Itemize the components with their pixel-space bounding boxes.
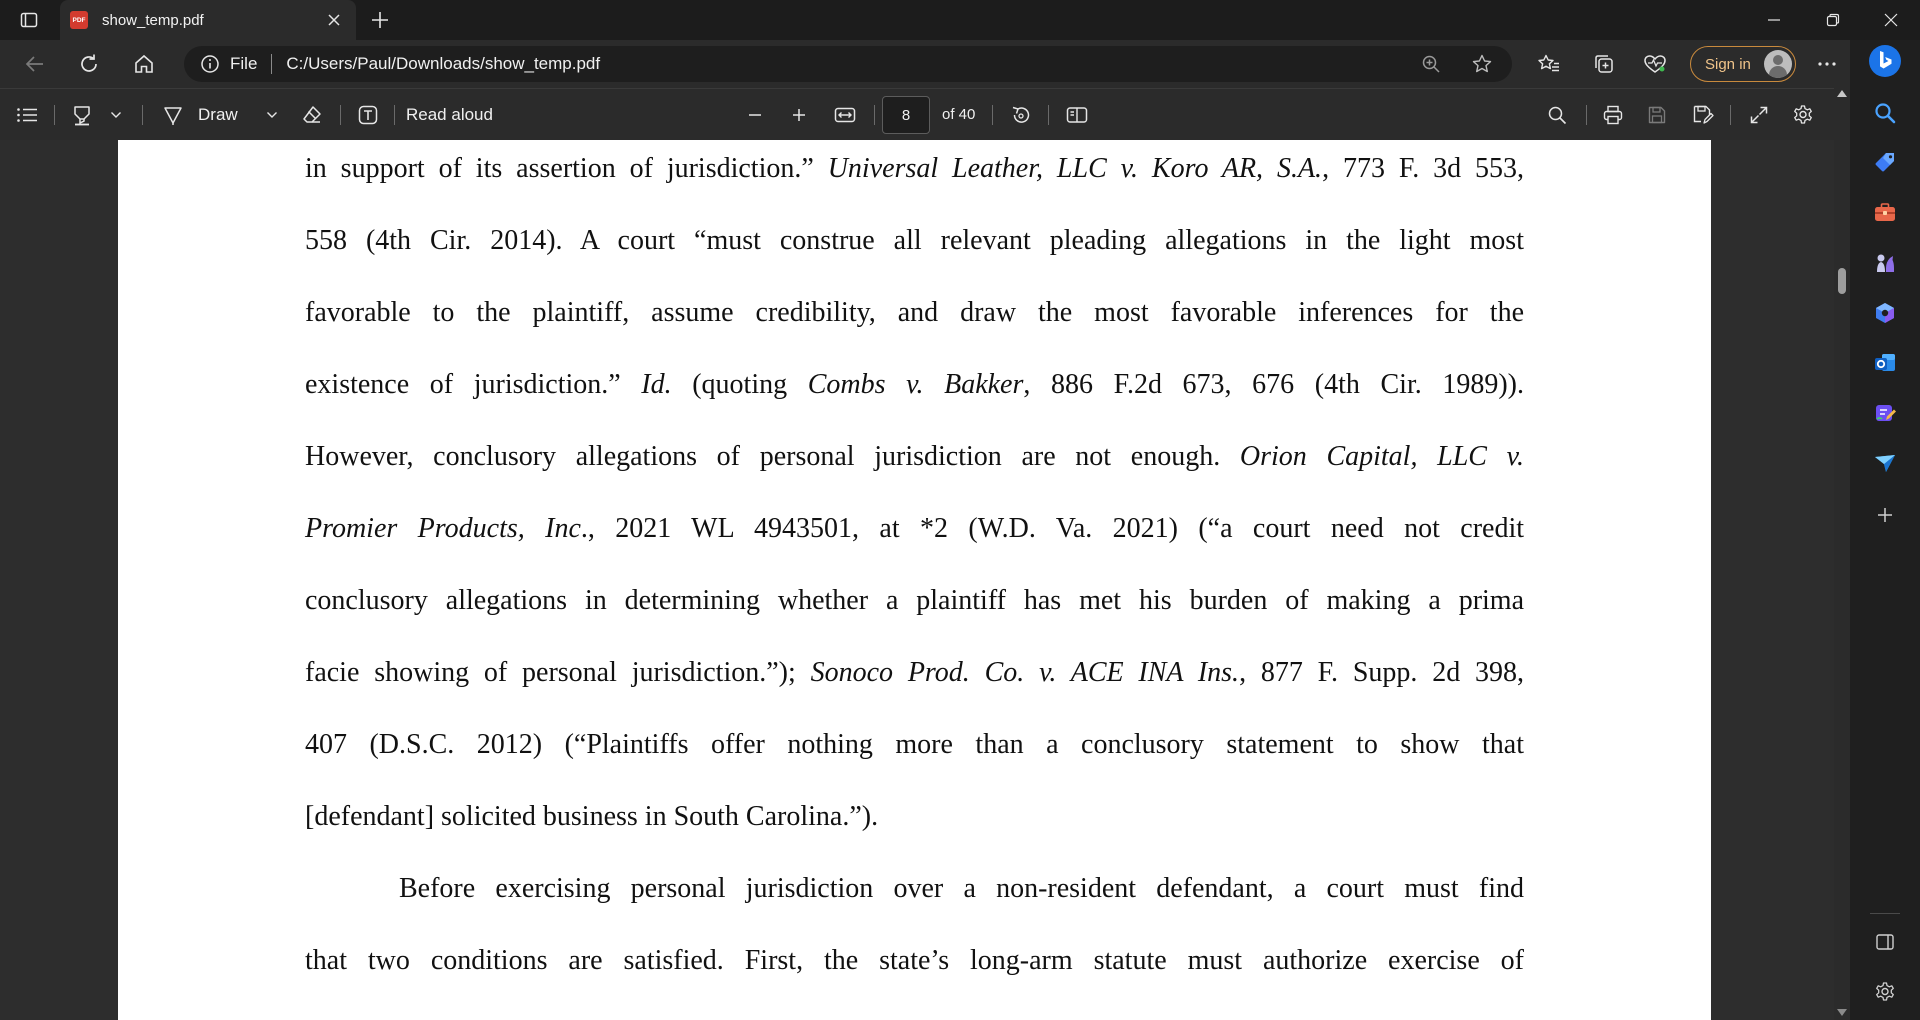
- toolbar-separator: [1048, 105, 1049, 125]
- favorites-star-list-icon: [1537, 53, 1561, 75]
- sign-in-button[interactable]: [1690, 46, 1796, 82]
- text-run: in support of its assertion of jurisdiction.”: [305, 153, 828, 184]
- text-run: , 886 F.2d 673, 676 (4th Cir. 1989)).: [1023, 369, 1524, 400]
- copilot-button[interactable]: [1868, 44, 1902, 78]
- home-button[interactable]: [127, 48, 161, 80]
- text-run: Before exercising personal jurisdiction over a non-resident defendant, a court must find: [399, 873, 1524, 904]
- pdf-favicon-icon: [70, 11, 88, 29]
- case-citation: Promier Products, Inc: [305, 513, 581, 544]
- ellipsis-icon: [1817, 61, 1837, 67]
- outlook-icon: [1873, 351, 1897, 375]
- tab-actions-menu-button[interactable]: [14, 8, 44, 32]
- text-run: (quoting: [671, 369, 808, 400]
- toolbar-separator: [874, 105, 875, 125]
- contents-button[interactable]: [12, 99, 42, 131]
- scroll-down-arrow-icon[interactable]: [1837, 1009, 1847, 1016]
- text-line: [305, 932, 1524, 1004]
- sidebar-copilot-button[interactable]: [1868, 296, 1902, 330]
- draw-pen-icon: [162, 104, 184, 126]
- rotate-button[interactable]: [1004, 99, 1038, 131]
- edge-sidebar: [1850, 40, 1920, 1020]
- zoom-in-icon: [1421, 54, 1441, 74]
- toolbar-separator: [1586, 105, 1587, 125]
- close-icon: [327, 13, 341, 27]
- print-button[interactable]: [1596, 99, 1630, 131]
- text-run: , 877 F. Supp. 2d 398,: [1239, 657, 1525, 688]
- zoom-out-button[interactable]: [740, 99, 770, 131]
- highlighter-icon: [71, 104, 93, 126]
- printer-icon: [1602, 104, 1624, 126]
- case-citation: Id.: [641, 369, 672, 400]
- zoom-in-button[interactable]: [784, 99, 814, 131]
- search-icon: [1874, 102, 1896, 124]
- text-run: [defendant] solicited business in South Carolina.”).: [305, 801, 879, 832]
- text-line: [305, 140, 1524, 212]
- toolbox-icon: [1873, 202, 1897, 224]
- minimize-icon: [1767, 13, 1781, 27]
- draw-label: Draw: [198, 105, 238, 124]
- text-line: [305, 716, 1524, 788]
- restore-icon: [1826, 13, 1840, 27]
- toolbar-separator: [992, 105, 993, 125]
- highlight-options-dropdown[interactable]: [104, 99, 128, 131]
- tab-strip: [0, 0, 1920, 40]
- back-arrow-icon: [25, 54, 45, 74]
- text-box-icon: [357, 104, 379, 126]
- draw-options-dropdown[interactable]: [260, 99, 284, 131]
- sidebar-add-button[interactable]: [1868, 498, 1902, 532]
- draw-button[interactable]: [162, 99, 248, 131]
- fit-width-icon: [834, 106, 856, 124]
- address-separator: [271, 54, 272, 74]
- star-icon: [1471, 53, 1493, 75]
- sidebar-drop-button[interactable]: [1868, 446, 1902, 480]
- toolbar-separator: [142, 105, 143, 125]
- toolbar-separator: [1730, 105, 1731, 125]
- bing-logo-icon: [1868, 44, 1902, 78]
- favicon-label: PDF: [72, 16, 86, 24]
- pdf-page[interactable]: [118, 140, 1711, 1020]
- case-citation: Sonoco Prod. Co. v. ACE INA Ins.: [810, 657, 1240, 688]
- refresh-icon: [78, 53, 100, 75]
- collections-button[interactable]: [1587, 48, 1621, 80]
- back-button[interactable]: [18, 48, 52, 80]
- text-line: [305, 212, 1524, 284]
- page-view-button[interactable]: [1060, 99, 1094, 131]
- chevron-down-icon: [266, 111, 278, 119]
- add-text-button[interactable]: [352, 99, 384, 131]
- plus-icon: [1876, 506, 1894, 524]
- settings-and-more-button[interactable]: [1810, 48, 1844, 80]
- sidebar-outlook-button[interactable]: [1868, 346, 1902, 380]
- new-tab-button[interactable]: [366, 6, 394, 34]
- text-line: [305, 572, 1524, 644]
- tab-close-button[interactable]: [322, 8, 346, 32]
- sidebar-tools-button[interactable]: [1868, 196, 1902, 230]
- hide-sidebar-button[interactable]: [1868, 925, 1902, 959]
- page-text: [305, 140, 1524, 1004]
- plus-icon: [371, 11, 389, 29]
- address-toolbar: [0, 40, 1920, 88]
- url-text[interactable]: C:/Users/Paul/Downloads/show_temp.pdf: [286, 54, 601, 73]
- text-line: [305, 356, 1524, 428]
- toolbar-separator: [340, 105, 341, 125]
- plus-icon: [791, 107, 807, 123]
- text-run: existence of jurisdiction.”: [305, 369, 642, 400]
- tab-title: show_temp.pdf: [102, 11, 204, 29]
- pdf-viewer[interactable]: [0, 140, 1834, 1020]
- sidebar-separator: [1870, 913, 1900, 914]
- text-line: [305, 428, 1524, 500]
- eraser-icon: [301, 104, 323, 126]
- minimize-button[interactable]: [1745, 0, 1803, 40]
- save-as-button[interactable]: [1686, 99, 1720, 131]
- case-citation: Combs v. Bakker: [807, 369, 1024, 400]
- close-window-icon: [1884, 13, 1898, 27]
- text-run: favorable to the plaintiff, assume credibility, and draw the most favorable inferences for the: [305, 297, 1524, 328]
- chevron-down-icon: [110, 111, 122, 119]
- case-citation: Orion Capital, LLC v.: [1239, 441, 1524, 472]
- sidebar-settings-button[interactable]: [1868, 975, 1902, 1009]
- shopping-tag-icon: [1873, 151, 1897, 175]
- erase-button[interactable]: [296, 99, 328, 131]
- save-disk-icon: [1647, 105, 1667, 125]
- favorite-button[interactable]: [1467, 50, 1497, 78]
- text-line: [305, 500, 1524, 572]
- refresh-button[interactable]: [72, 48, 106, 80]
- send-paper-plane-icon: [1873, 451, 1897, 475]
- sidebar-designer-button[interactable]: [1868, 396, 1902, 430]
- toolbar-separator: [394, 105, 395, 125]
- pdf-toolbar: [0, 88, 1834, 140]
- pdf-settings-button[interactable]: [1786, 99, 1820, 131]
- vertical-scrollbar[interactable]: [1834, 88, 1850, 1020]
- table-of-contents-icon: [16, 106, 38, 124]
- fit-to-width-button[interactable]: [828, 99, 862, 131]
- search-icon: [1547, 105, 1567, 125]
- home-icon: [133, 53, 155, 75]
- tab-actions-icon: [20, 11, 38, 29]
- page-number-input[interactable]: [882, 96, 930, 134]
- zoom-button[interactable]: [1416, 50, 1446, 78]
- save-button[interactable]: [1640, 99, 1674, 131]
- copilot-icon: [1873, 301, 1897, 325]
- text-run: facie showing of personal jurisdiction.”);: [305, 657, 811, 688]
- close-window-button[interactable]: [1862, 0, 1920, 40]
- highlight-button[interactable]: [66, 99, 98, 131]
- text-run: 407 (D.S.C. 2012) (“Plaintiffs offer nothing more than a conclusory statement to show that: [305, 729, 1524, 760]
- find-button[interactable]: [1540, 99, 1574, 131]
- full-screen-button[interactable]: [1742, 99, 1776, 131]
- sidebar-shopping-button[interactable]: [1868, 146, 1902, 180]
- gear-icon: [1874, 981, 1896, 1003]
- favorites-button[interactable]: [1532, 48, 1566, 80]
- collections-icon: [1593, 53, 1615, 75]
- chess-pieces-icon: [1873, 251, 1897, 275]
- text-run: 558 (4th Cir. 2014). A court “must construe all relevant pleading allegations in the light most: [305, 225, 1524, 256]
- page-count-label: of 40: [942, 106, 976, 123]
- gear-icon: [1792, 104, 1814, 126]
- scrollbar-thumb[interactable]: [1838, 268, 1846, 294]
- avatar-icon: [1764, 50, 1792, 78]
- sidebar-games-button[interactable]: [1868, 246, 1902, 280]
- text-run: conclusory allegations in determining whether a plaintiff has met his burden of making a prima: [305, 585, 1524, 616]
- toolbar-separator: [54, 105, 55, 125]
- info-icon[interactable]: [200, 54, 220, 74]
- text-run: However, conclusory allegations of personal jurisdiction are not enough.: [305, 441, 1240, 472]
- sidebar-panel-icon: [1875, 932, 1895, 952]
- page-view-icon: [1066, 105, 1088, 125]
- text-run: ., 2021 WL 4943501, at *2 (W.D. Va. 2021) (“a court need not credit: [580, 513, 1524, 544]
- read-aloud-button[interactable]: [406, 99, 516, 131]
- tab-active[interactable]: [60, 0, 356, 40]
- rotate-icon: [1010, 104, 1032, 126]
- heart-pulse-icon: [1643, 53, 1667, 75]
- text-line: [305, 860, 1524, 932]
- text-line: [305, 284, 1524, 356]
- save-as-icon: [1692, 104, 1714, 126]
- case-citation: Universal Leather, LLC v. Koro AR, S.A.: [827, 153, 1323, 184]
- sidebar-search-button[interactable]: [1868, 96, 1902, 130]
- address-bar[interactable]: [184, 46, 1512, 82]
- scheme-label: File: [230, 54, 258, 73]
- expand-icon: [1749, 105, 1769, 125]
- minus-icon: [747, 107, 763, 123]
- read-aloud-label: Read aloud: [406, 105, 493, 124]
- text-line: [305, 644, 1524, 716]
- sign-in-label: Sign in: [1705, 55, 1751, 73]
- text-run: , 773 F. 3d 553,: [1322, 153, 1524, 184]
- text-line: [305, 788, 1524, 860]
- designer-pencil-icon: [1873, 401, 1897, 425]
- scroll-up-arrow-icon[interactable]: [1837, 90, 1847, 97]
- text-run: that two conditions are satisfied. First, the state’s long-arm statute must authorize exercise of: [305, 945, 1524, 976]
- restore-button[interactable]: [1804, 0, 1862, 40]
- browser-essentials-button[interactable]: [1638, 48, 1672, 80]
